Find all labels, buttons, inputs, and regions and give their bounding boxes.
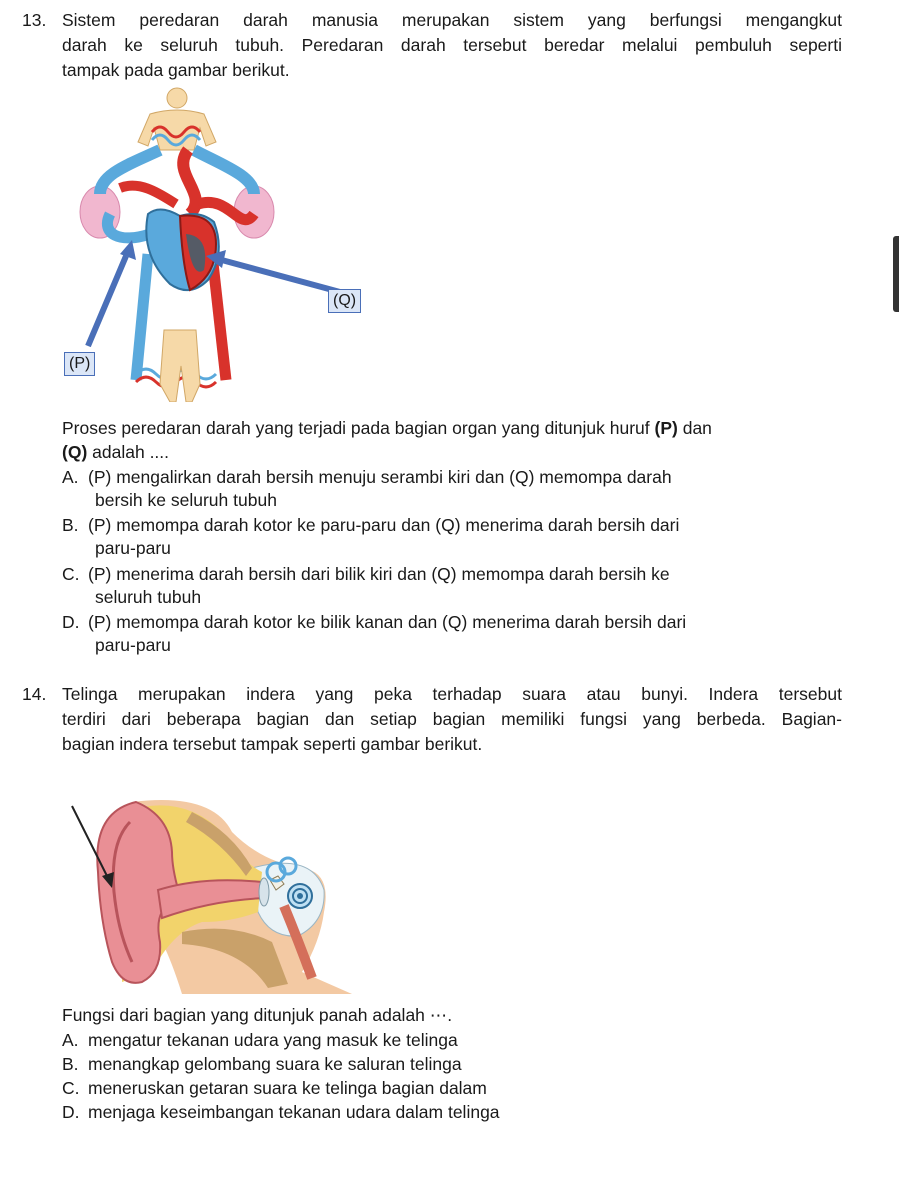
q14-option-d[interactable]: D. menjaga keseimbangan tekanan udara dalam telinga bbox=[62, 1102, 500, 1122]
figure-label-q: (Q) bbox=[328, 289, 361, 313]
figure-label-p: (P) bbox=[64, 352, 95, 376]
q13-question-line1: Proses peredaran darah yang terjadi pada bagian organ yang ditunjuk huruf (P) dan bbox=[62, 418, 712, 438]
q14-intro-line3: bagian indera tersebut tampak seperti gambar berikut. bbox=[62, 734, 483, 754]
q14-option-a[interactable]: A. mengatur tekanan udara yang masuk ke telinga bbox=[62, 1030, 458, 1050]
q14-intro-line1: Telinga merupakan indera yang peka terhadap suara atau bunyi. Indera tersebut bbox=[62, 684, 842, 704]
q13-option-c[interactable]: C. (P) menerima darah bersih dari bilik kiri dan (Q) memompa darah bersih ke seluruh tubuh bbox=[62, 564, 670, 607]
q13-option-a[interactable]: A. (P) mengalirkan darah bersih menuju serambi kiri dan (Q) memompa darah bersih ke seluruh tubuh bbox=[62, 467, 672, 510]
q14-question: Fungsi dari bagian yang ditunjuk panah adalah ⋯. bbox=[62, 1005, 453, 1025]
q13-intro-line1: Sistem peredaran darah manusia merupakan sistem yang berfungsi mengangkut bbox=[62, 10, 842, 30]
q13-intro-line3: tampak pada gambar berikut. bbox=[62, 60, 290, 80]
q14-intro-line2: terdiri dari beberapa bagian dan setiap bagian memiliki fungsi yang berbeda. Bagian- bbox=[62, 709, 842, 729]
q13-option-d[interactable]: D. (P) memompa darah kotor ke bilik kanan dan (Q) menerima darah bersih dari paru-paru bbox=[62, 612, 687, 655]
q14-number: 14. bbox=[22, 684, 47, 704]
q13-intro-line2: darah ke seluruh tubuh. Peredaran darah tersebut beredar melalui pembuluh seperti bbox=[62, 35, 842, 55]
q13-question-line2: (Q) adalah .... bbox=[62, 442, 170, 462]
q13-option-b[interactable]: B. (P) memompa darah kotor ke paru-paru dan (Q) menerima darah bersih dari paru-paru bbox=[62, 515, 680, 558]
ear-anatomy-figure bbox=[62, 772, 352, 994]
page-edge-scroll-marker[interactable] bbox=[893, 236, 899, 312]
q14-option-b[interactable]: B. menangkap gelombang suara ke saluran telinga bbox=[62, 1054, 462, 1074]
eardrum bbox=[259, 878, 269, 906]
q13-number: 13. bbox=[22, 10, 47, 30]
q14-option-c[interactable]: C. meneruskan getaran suara ke telinga bagian dalam bbox=[62, 1078, 487, 1098]
